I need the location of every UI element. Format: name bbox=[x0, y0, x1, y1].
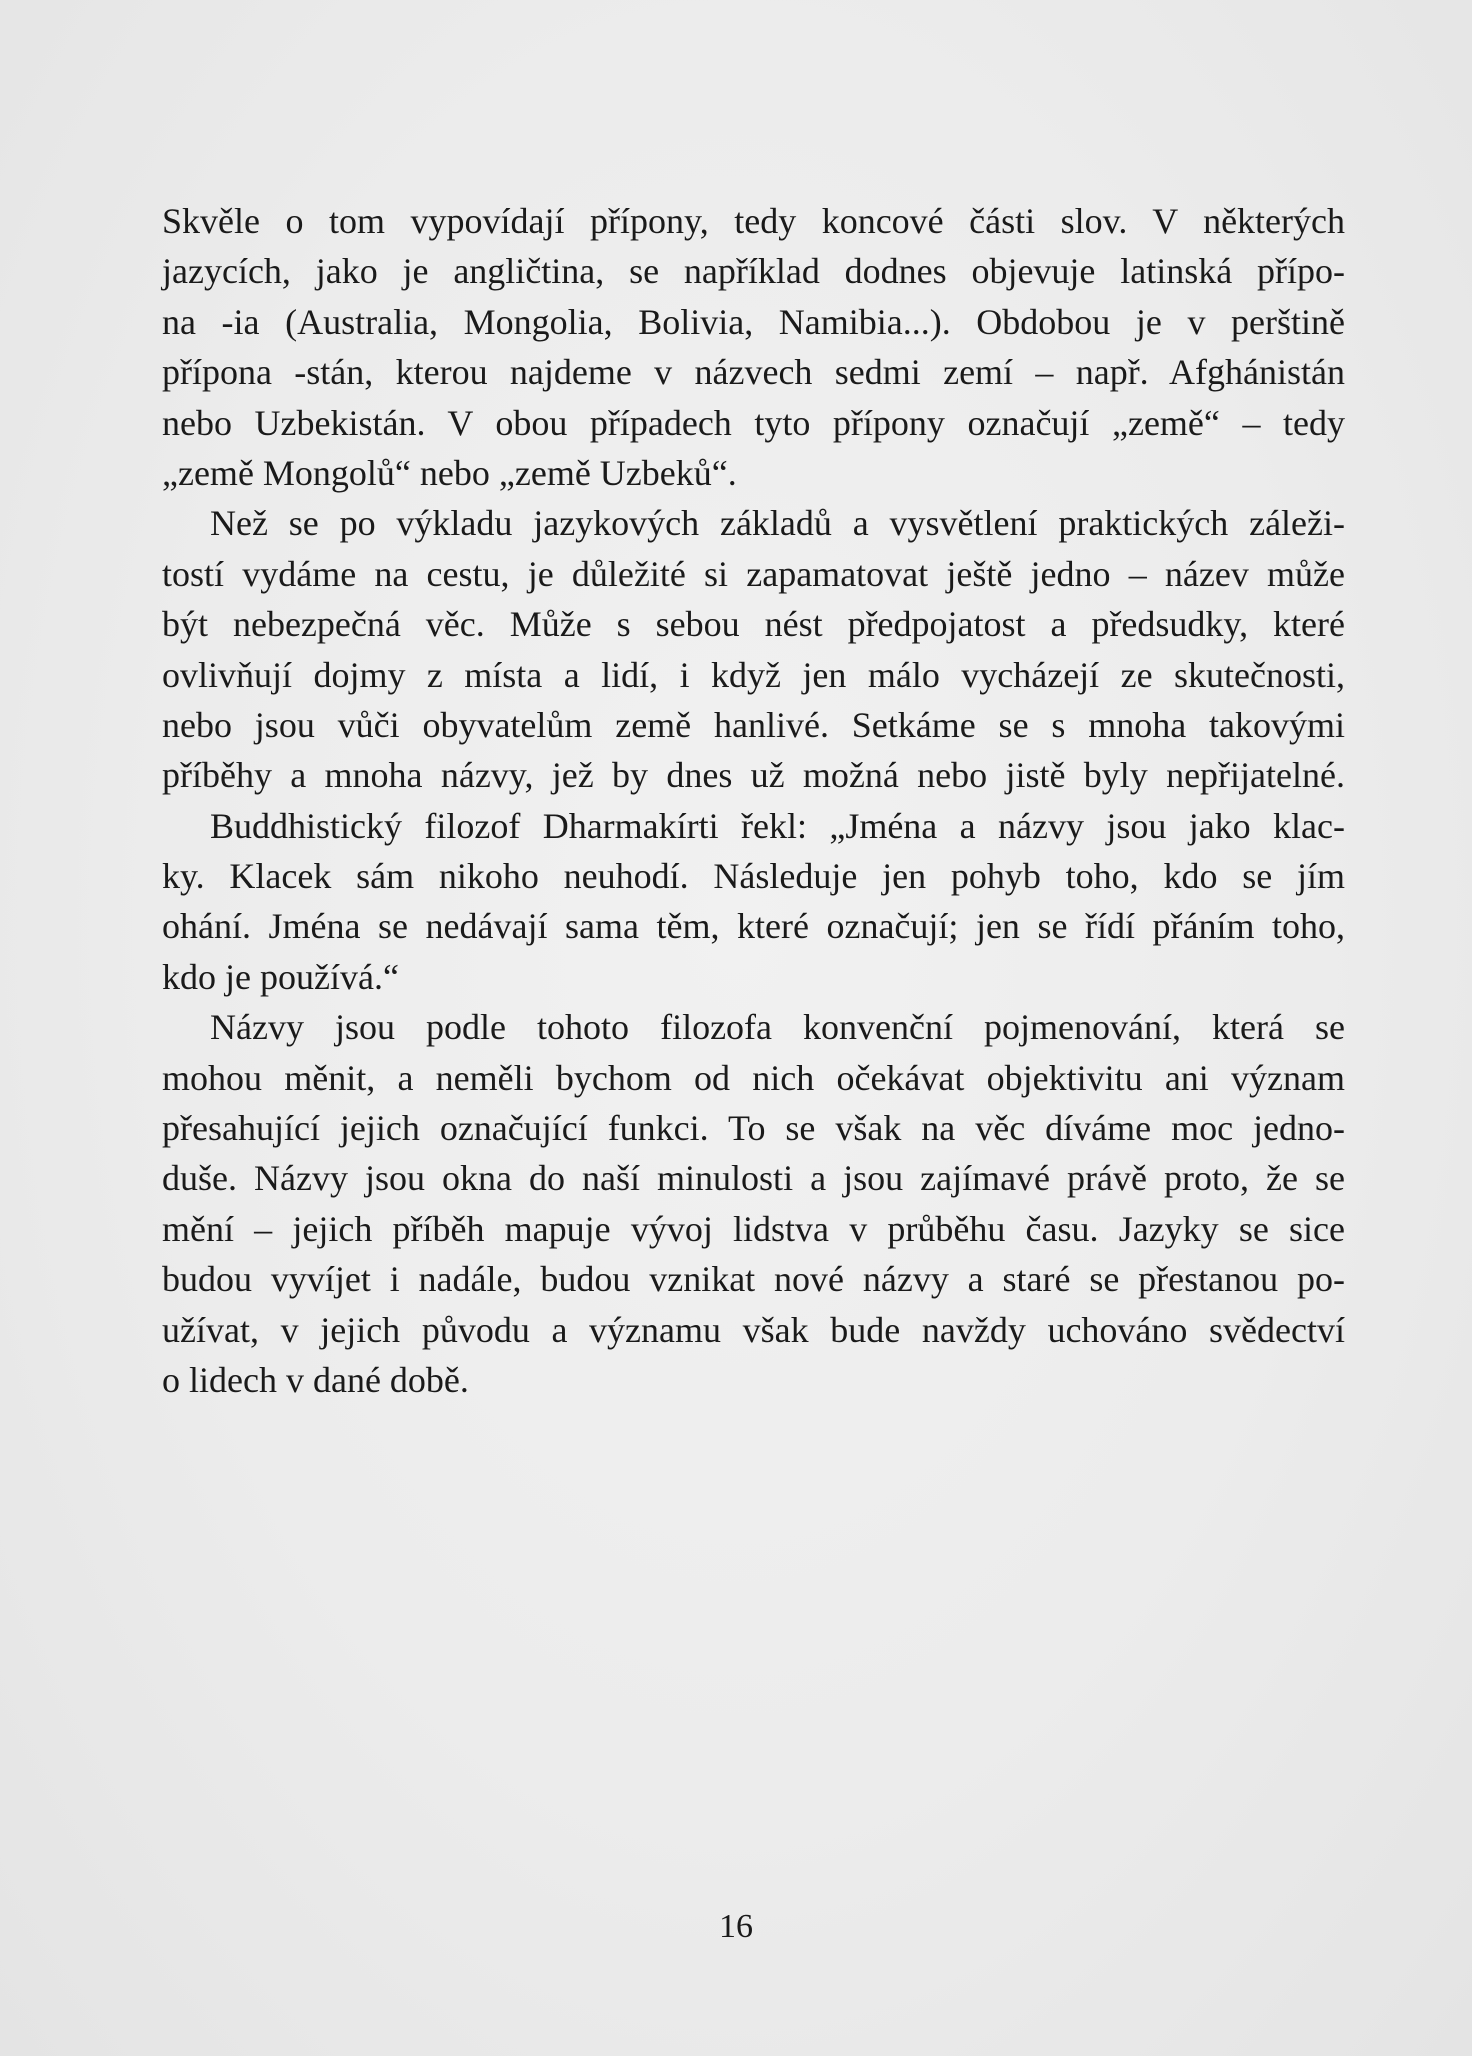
text-line: příběhy a mnoha názvy, jež by dnes už možná nebo jistě byly nepřijatelné. bbox=[162, 755, 1345, 796]
text-line: kdo je používá.“ bbox=[162, 956, 399, 997]
text-line: Názvy jsou podle tohoto filozofa konvenční pojmenování, která se bbox=[210, 1007, 1345, 1048]
text-line: budou vyvíjet i nadále, budou vznikat nové názvy a staré se přestanou po- bbox=[162, 1259, 1345, 1300]
text-line: užívat, v jejich původu a významu však bude navždy uchováno svědectví bbox=[162, 1309, 1345, 1350]
text-line: přesahující jejich označující funkci. To se však na věc díváme moc jedno- bbox=[162, 1108, 1345, 1149]
text-line: Než se po výkladu jazykových základů a vysvětlení praktických záleži- bbox=[210, 503, 1345, 544]
text-line: ovlivňují dojmy z místa a lidí, i když jen málo vycházejí ze skutečnosti, bbox=[162, 654, 1345, 695]
text-line: Skvěle o tom vypovídají přípony, tedy koncové části slov. V některých bbox=[162, 201, 1345, 241]
text-line: ky. Klacek sám nikoho neuhodí. Následuje jen pohyb toho, kdo se jím bbox=[162, 856, 1345, 897]
text-line: duše. Názvy jsou okna do naší minulosti a jsou zajímavé právě proto, že se bbox=[162, 1158, 1345, 1199]
text-line: o lidech v dané době. bbox=[162, 1359, 469, 1400]
text-line: mohou měnit, a neměli bychom od nich očekávat objektivitu ani význam bbox=[162, 1057, 1345, 1098]
text-line: na -ia (Australia, Mongolia, Bolivia, Namibia...). Obdobou je v perštině bbox=[162, 301, 1345, 342]
text-line: přípona -stán, kterou najdeme v názvech sedmi zemí – např. Afghánistán bbox=[162, 352, 1345, 393]
text-line: nebo Uzbekistán. V obou případech tyto přípony označují „země“ – tedy bbox=[162, 402, 1345, 443]
page-number: 16 bbox=[719, 1908, 753, 1945]
text-line: Buddhistický filozof Dharmakírti řekl: „Jména a názvy jsou jako klac- bbox=[210, 805, 1345, 846]
text-line: ohání. Jména se nedávají sama těm, které označují; jen se řídí přáním toho, bbox=[162, 906, 1345, 947]
text-line: jazycích, jako je angličtina, se například dodnes objevuje latinská přípo- bbox=[162, 251, 1345, 292]
text-line: být nebezpečná věc. Může s sebou nést předpojatost a předsudky, které bbox=[162, 604, 1345, 645]
text-line: tostí vydáme na cestu, je důležité si zapamatovat ještě jedno – název může bbox=[162, 553, 1345, 594]
text-line: nebo jsou vůči obyvatelům země hanlivé. Setkáme se s mnoha takovými bbox=[162, 704, 1345, 745]
text-line: mění – jejich příběh mapuje vývoj lidstva v průběhu času. Jazyky se sice bbox=[162, 1208, 1345, 1249]
body-text bbox=[162, 196, 1345, 1405]
text-line: „země Mongolů“ nebo „země Uzbeků“. bbox=[162, 452, 737, 493]
